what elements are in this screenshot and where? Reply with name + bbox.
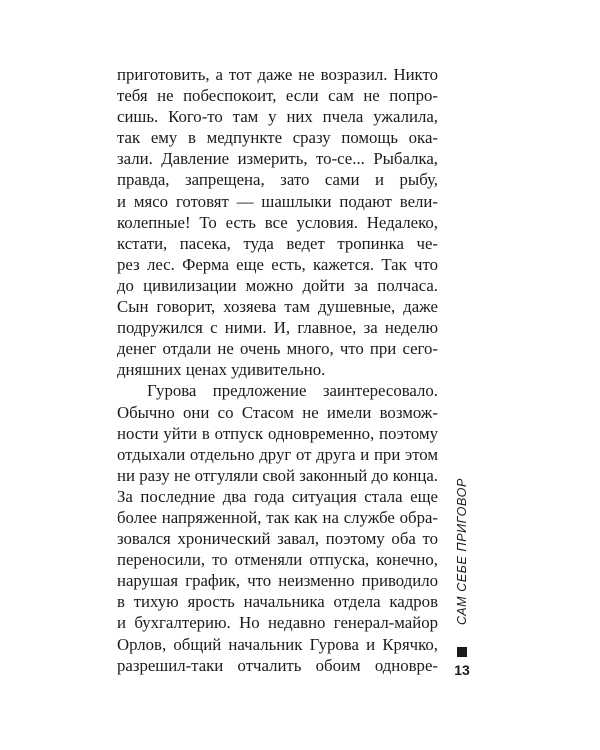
text-line: денег отдали не очень много, что при сего-	[117, 339, 438, 359]
text-line: Орлов, общий начальник Гурова и Крячко,	[117, 634, 438, 654]
running-title: САМ СЕБЕ ПРИГОВОР	[455, 478, 469, 626]
text-line: отдыхали отдельно друг от друга и при этом	[117, 444, 438, 464]
body-text	[117, 64, 438, 676]
text-line: сишь. Кого-то там у них пчела ужалила,	[117, 107, 438, 127]
text-line: ности уйти в отпуск одновременно, поэтому	[117, 423, 438, 443]
text-line: Обычно они со Стасом не имели возмож-	[117, 402, 438, 422]
text-line: ни разу не отгуляли свой законный до конца.	[117, 465, 438, 485]
text-line: колепные! То есть все условия. Недалеко,	[117, 212, 438, 232]
paragraph-1	[117, 64, 438, 380]
text-line-paragraph-start: Гурова предложение заинтересовало.	[147, 381, 438, 401]
text-line: более напряженной, так как на службе обра-	[117, 507, 438, 527]
text-line: зовался хронический завал, поэтому оба то	[117, 529, 438, 549]
page-number: 13	[454, 662, 470, 678]
text-line: и бухгалтерию. Но недавно генерал-майор	[117, 613, 438, 633]
paragraph-2	[117, 380, 438, 675]
text-line: Сын говорит, хозяева там душевные, даже	[117, 297, 438, 317]
text-line-paragraph-end: дняшних ценах удивительно.	[117, 360, 326, 380]
text-line: подружился с ними. И, главное, за неделю	[117, 318, 438, 338]
text-line: приготовить, а тот даже не возразил. Никто	[117, 65, 438, 84]
text-line: в тихую ярость начальника отдела кадров	[117, 592, 438, 612]
text-line: до цивилизации можно дойти за полчаса.	[117, 275, 438, 295]
text-line: переносили, то отменяли отпуска, конечно,	[117, 550, 438, 570]
text-line: кстати, пасека, туда ведет тропинка че-	[117, 233, 438, 253]
text-line: так ему в медпункте сразу помощь ока-	[117, 128, 438, 148]
text-line: правда, запрещена, зато сами и рыбу,	[117, 170, 438, 190]
text-line: тебя не побеспокоит, если сам не попро-	[117, 86, 438, 106]
text-line: и мясо готовят — шашлыки подают вели-	[117, 191, 438, 211]
text-line: За последние два года ситуация стала еще	[117, 486, 438, 506]
text-line: нарушая график, что неизменно приводило	[117, 571, 438, 591]
section-marker	[457, 647, 467, 657]
text-line: рез лес. Ферма еще есть, кажется. Так что	[117, 254, 438, 274]
text-line: зали. Давление измерить, то-се... Рыбалка,	[117, 149, 438, 169]
text-line: разрешил-таки отчалить обоим одновре-	[117, 655, 438, 675]
